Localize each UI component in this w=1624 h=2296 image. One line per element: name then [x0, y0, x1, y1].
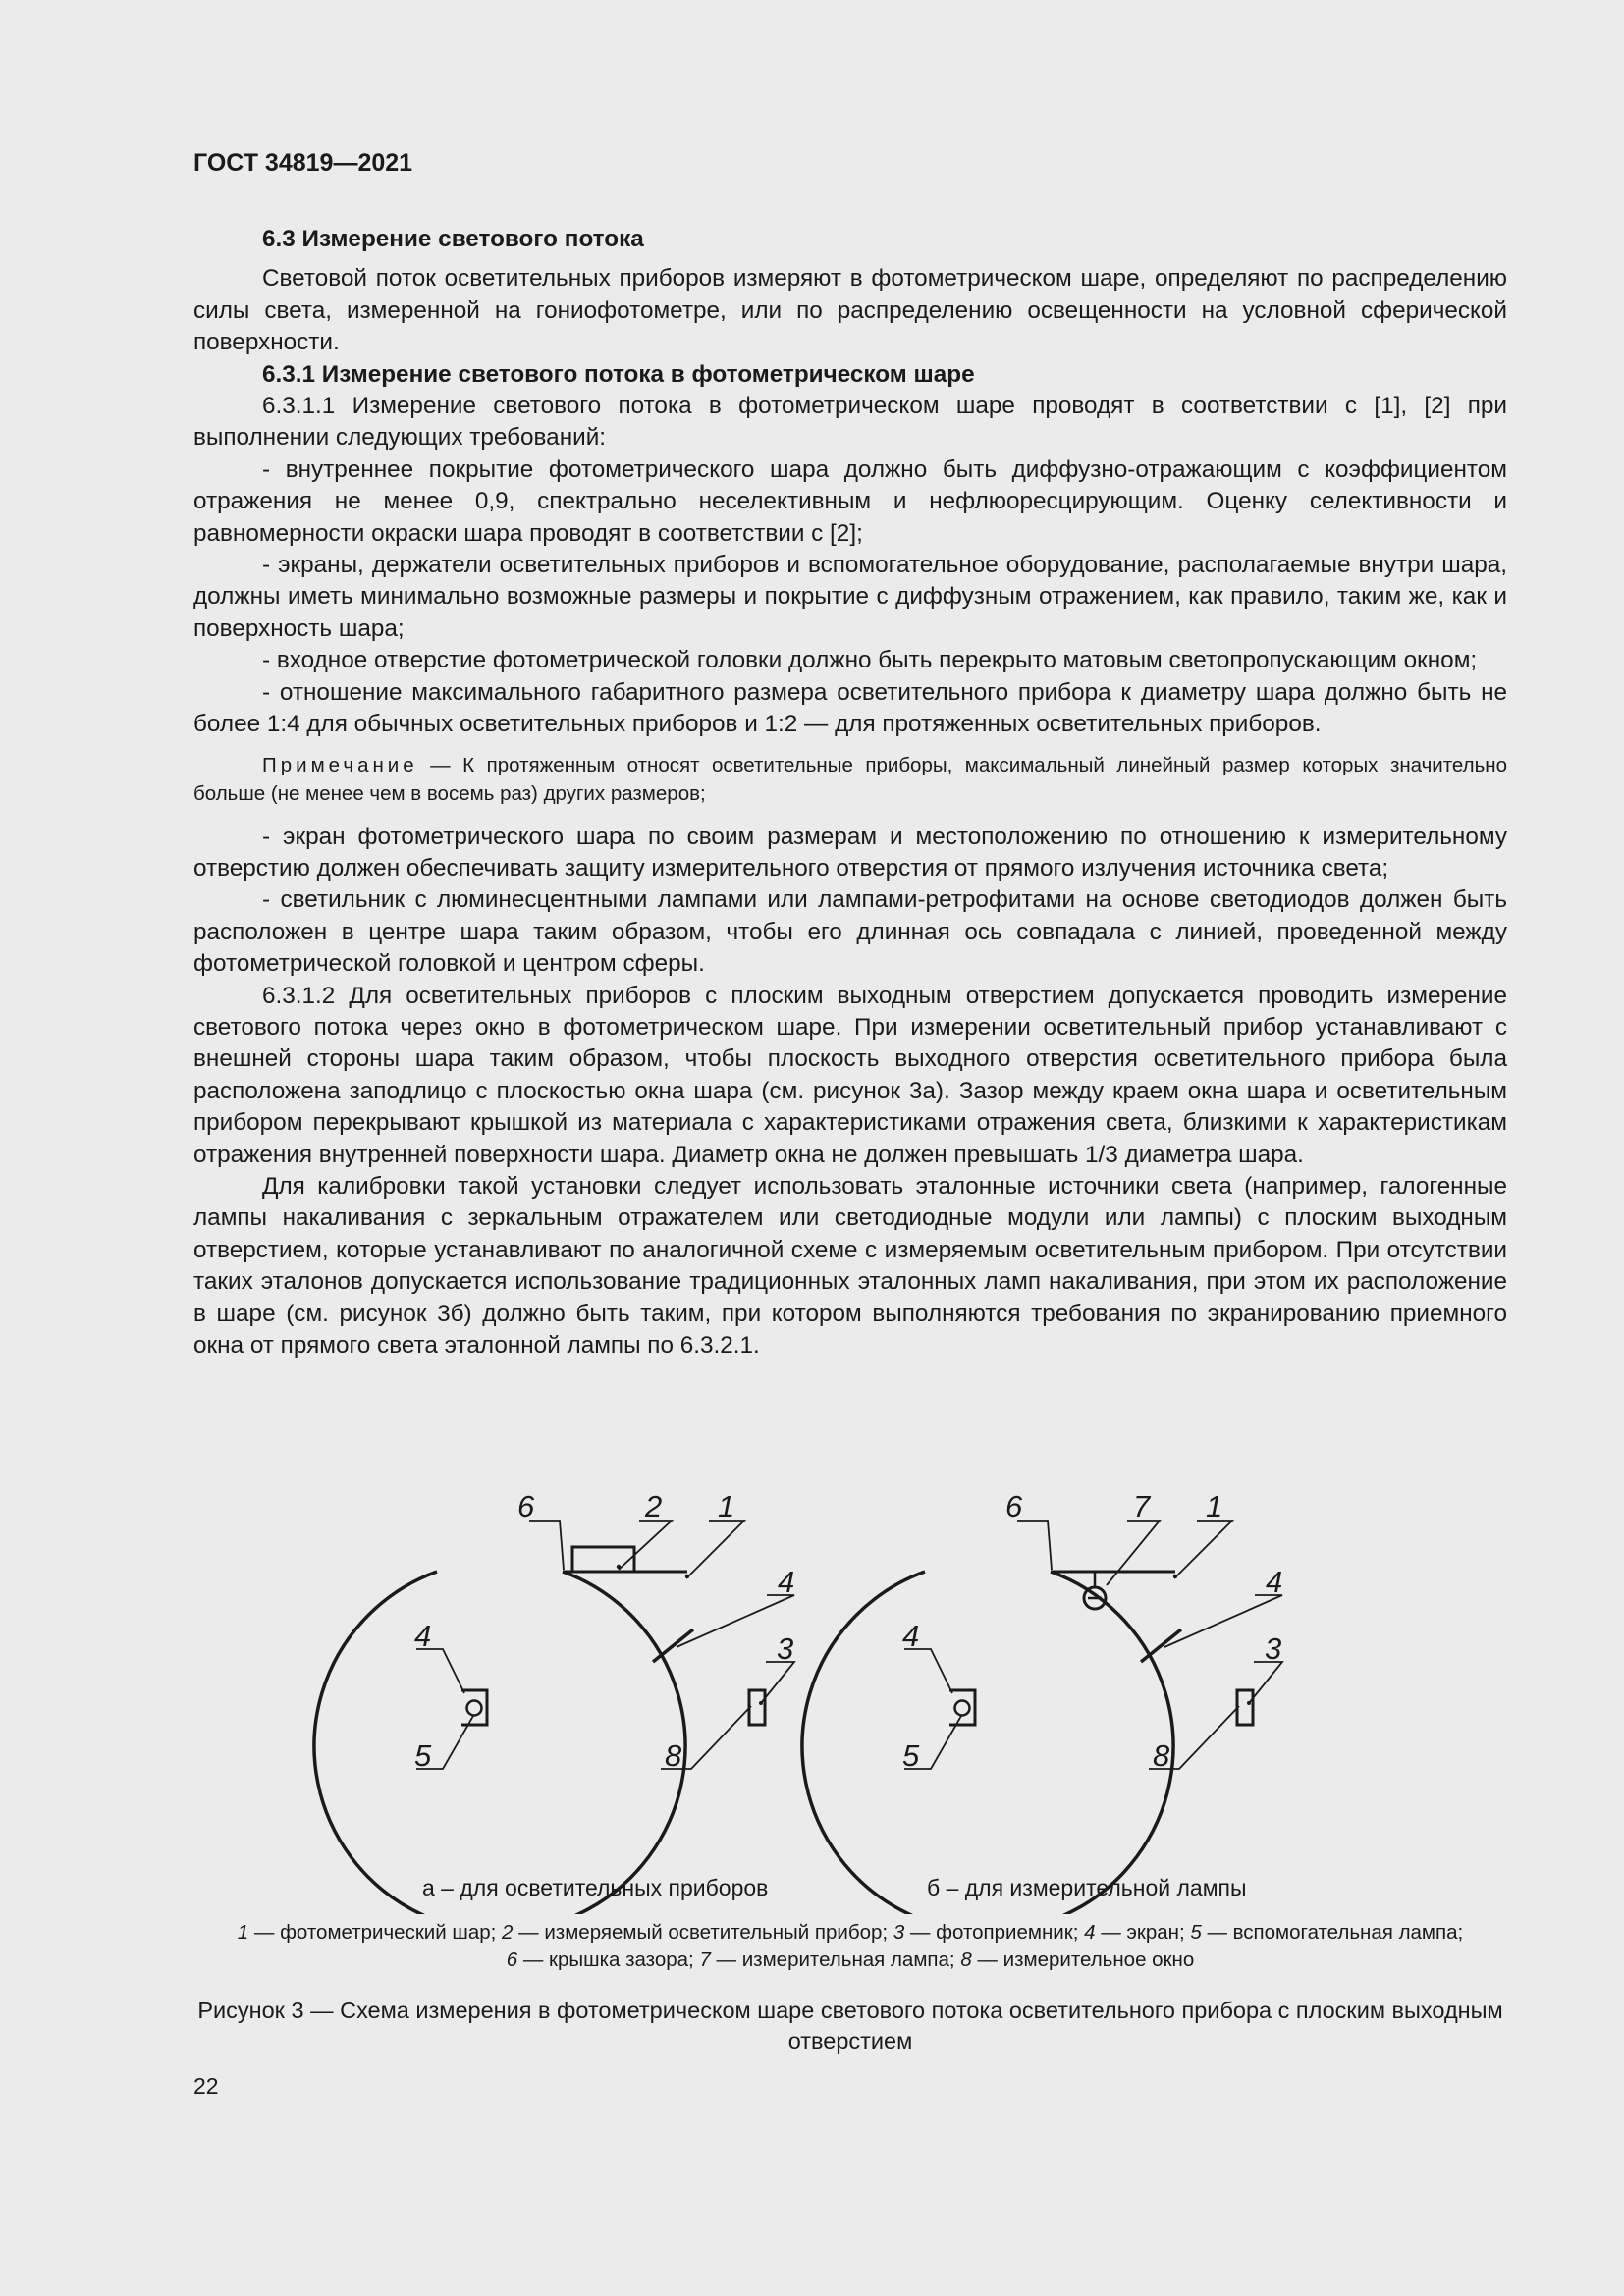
list-item: - внутреннее покрытие фотометрического шара должно быть диффузно-отражающим с коэффициентом отражения не менее 0,9, спектрально неселективным и нефлюоресцирующим. Оценку селективности и равномерности окраски шара проводят в соответствии с [2]; — [193, 455, 1507, 547]
label-6-a: 6 — [517, 1489, 535, 1523]
legend-item: 6 — крышка зазора; — [506, 1949, 700, 1971]
photodetector-a — [749, 1690, 765, 1725]
legend-item: 8 — измерительное окно — [960, 1949, 1195, 1971]
subcaption-a: а – для осветительных приборов — [422, 1875, 769, 1900]
section-title: 6.3 Измерение светового потока — [262, 226, 644, 252]
label-1-a: 1 — [718, 1489, 735, 1523]
leader-4left-b — [904, 1649, 952, 1693]
legend-item: 3 — фотоприемник; — [893, 1921, 1085, 1944]
label-4-b: 4 — [1266, 1565, 1283, 1599]
aux-lamp-screen-a — [461, 1690, 487, 1725]
body-text — [193, 224, 1507, 1362]
label-5-b: 5 — [902, 1738, 920, 1773]
label-8-b: 8 — [1153, 1738, 1170, 1773]
luminaire-a — [572, 1547, 634, 1572]
aux-lamp-a — [467, 1701, 482, 1716]
label-3-a: 3 — [777, 1631, 794, 1666]
legend-item: 2 — измеряемый осветительный прибор; — [502, 1921, 893, 1944]
document-header: ГОСТ 34819—2021 — [193, 149, 413, 177]
leader-6-b — [1017, 1521, 1052, 1570]
legend-item: 5 — вспомогательная лампа; — [1190, 1921, 1464, 1944]
leader-1-a — [686, 1521, 744, 1578]
leader-6-a — [529, 1521, 564, 1570]
label-3-b: 3 — [1265, 1631, 1282, 1666]
diagram-b — [802, 1521, 1282, 1914]
figure-legend — [193, 1919, 1507, 1974]
label-4-a: 4 — [778, 1565, 795, 1599]
label-4left-b: 4 — [902, 1619, 920, 1653]
page-number: 22 — [193, 2073, 219, 2099]
screen-b — [1141, 1629, 1181, 1662]
sphere-b — [802, 1572, 1173, 1914]
list-item: - светильник с люминесцентными лампами или лампами-ретрофитами на основе светодиодов должен быть расположен в центре шара таким образом, чтобы его длинная ось совпадала с линией, проведенной между фотометрической головкой и центром сферы. — [193, 886, 1507, 978]
screen-a — [653, 1629, 693, 1662]
leader-2-a — [619, 1521, 672, 1570]
list-item: - экраны, держатели осветительных приборов и вспомогательное оборудование, располагаемые внутри шара, должны иметь минимально возможные размеры и покрытие с диффузным отражением, как правило, таким же, как и поверхность шара; — [193, 552, 1507, 642]
label-5-a: 5 — [414, 1738, 432, 1773]
paragraph: 6.3.1.1 Измерение светового потока в фотометрическом шаре проводят в соответствии с [1], [2] при выполнении следующих требований: — [193, 393, 1507, 452]
note — [193, 751, 1507, 808]
paragraph: 6.3.1.2 Для осветительных приборов с плоским выходным отверстием допускается проводить измерение светового потока через окно в фотометрическом шаре. При измерении осветительный прибор устанавливают с внешней стороны шара таким образом, чтобы плоскость выходного отверстия осветительного прибора была расположена заподлицо с плоскостью окна шара (см. рисунок 3а). Зазор между краем окна шара и осветительным прибором перекрывают крышкой из материала с характеристиками отражения света, близкими к характеристикам отражения внутренней поверхности шара. Диаметр окна не должен превышать 1/3 диаметра шара. — [193, 982, 1507, 1168]
figure-3-diagram — [0, 1472, 1624, 1914]
leader-3-b — [1249, 1662, 1282, 1703]
note-label: Примечание — [262, 753, 418, 776]
label-7-b: 7 — [1133, 1489, 1151, 1523]
list-item: - экран фотометрического шара по своим размерам и местоположению по отношению к измерительному отверстию должен обеспечивать защиту измерительного отверстия от прямого излучения источника света; — [193, 823, 1507, 881]
sphere-a — [314, 1572, 685, 1914]
label-6-b: 6 — [1005, 1489, 1023, 1523]
legend-item: 1 — фотометрический шар; — [237, 1921, 503, 1944]
figure-caption: Рисунок 3 — Схема измерения в фотометрическом шаре светового потока осветительного прибора с плоским выходным отверстием — [197, 1998, 1503, 2054]
aux-lamp-screen-b — [949, 1690, 975, 1725]
note-text: — К протяженным относят осветительные приборы, максимальный линейный размер которых значительно больше (не менее чем в восемь раз) других размеров; — [193, 753, 1507, 805]
label-1-b: 1 — [1206, 1489, 1223, 1523]
leader-7-b — [1107, 1521, 1160, 1585]
list-item: - отношение максимального габаритного размера осветительного прибора к диаметру шара должно быть не более 1:4 для обычных осветительных приборов и 1:2 — для протяженных осветительных приборов. — [193, 678, 1507, 738]
leader-1-b — [1174, 1521, 1232, 1578]
subcaption-b: б – для измерительной лампы — [927, 1875, 1247, 1900]
legend-item: 4 — экран; — [1084, 1921, 1191, 1944]
aux-lamp-b — [955, 1701, 970, 1716]
leader-3-a — [761, 1662, 794, 1703]
leader-4left-a — [416, 1649, 464, 1693]
diagram-a — [314, 1521, 794, 1914]
photodetector-b — [1237, 1690, 1253, 1725]
label-8-a: 8 — [665, 1738, 682, 1773]
label-4left-a: 4 — [414, 1619, 432, 1653]
legend-item: 7 — измерительная лампа; — [699, 1949, 961, 1971]
subsection-title: 6.3.1 Измерение светового потока в фотометрическом шаре — [262, 360, 975, 388]
label-2-a: 2 — [645, 1489, 663, 1523]
paragraph: Для калибровки такой установки следует использовать эталонные источники света (например, галогенные лампы накаливания с зеркальным отражателем или светодиодные модули или лампы) с плоским выходным отверстием, которые устанавливают по аналогичной схеме с измеряемым осветительным прибором. При отсутствии таких эталонов допускается использование традиционных эталонных ламп накаливания, при этом их расположение в шаре (см. рисунок 3б) должно быть таким, при котором выполняются требования по экранированию приемного окна от прямого света эталонной лампы по 6.3.2.1. — [193, 1172, 1507, 1359]
paragraph: Световой поток осветительных приборов измеряют в фотометрическом шаре, определяют по распределению силы света, измеренной на гониофотометре, или по распределению освещенности на условной сферической поверхности. — [193, 265, 1507, 356]
list-item: - входное отверстие фотометрической головки должно быть перекрыто матовым светопропускающим окном; — [262, 647, 1478, 674]
